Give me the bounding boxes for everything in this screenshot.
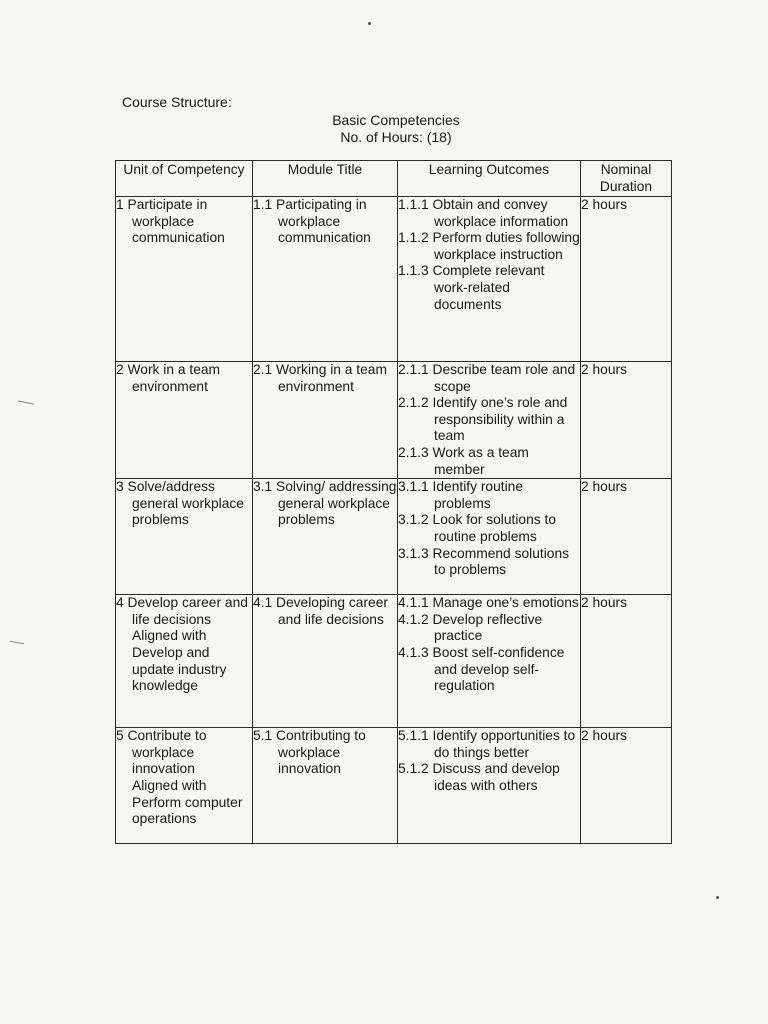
unit-cell [116,728,253,844]
module-cell [253,479,398,595]
learning-outcome: 3.1.2 Look for solutions to routine problems [398,512,556,544]
module-cell [253,595,398,728]
table-row [116,728,672,844]
duration-cell: 2 hours [581,595,672,728]
duration-cell: 2 hours [581,479,672,595]
module-title: 5.1 Contributing to workplace innovation [253,728,366,777]
module-title: 1.1 Participating in workplace communication [253,197,371,246]
learning-outcome: 4.1.3 Boost self-confidence and develop self-regulation [398,644,565,694]
scan-speck [18,400,34,404]
duration-cell: 2 hours [581,197,672,362]
header-unit-of-competency: Unit of Competency [116,161,253,197]
outcomes-cell [398,479,581,595]
duration-cell: 2 hours [581,362,672,479]
module-cell [253,197,398,362]
learning-outcome: 2.1.3 Work as a team member [398,444,529,477]
outcomes-cell [398,728,581,844]
learning-outcome: 5.1.2 Discuss and develop ideas with others [398,761,560,793]
unit-cell [116,595,253,728]
module-title: 4.1 Developing career and life decisions [253,595,388,627]
unit-title: 3 Solve/address general workplace problems [116,479,244,528]
table-row [116,479,672,595]
learning-outcome: 2.1.2 Identify one’s role and responsibility within a team [398,395,568,444]
learning-outcome: 3.1.1 Identify routine problems [398,479,524,511]
learning-outcome: 1.1.3 Complete relevant work-related documents [398,263,545,312]
unit-cell [116,197,253,362]
header-nominal-duration: Nominal Duration [581,161,672,197]
table-row [116,197,672,362]
outcomes-cell [398,197,581,362]
scan-speck [10,641,24,644]
learning-outcome: 5.1.1 Identify opportunities to do things better [398,728,576,760]
unit-cell [116,479,253,595]
header-learning-outcomes: Learning Outcomes [398,161,581,197]
course-structure-label: Course Structure: [122,94,232,110]
duration-cell: 2 hours [581,728,672,844]
unit-cell [116,362,253,479]
competency-heading: Basic Competencies [332,112,460,128]
learning-outcome: 1.1.1 Obtain and convey workplace information [398,197,569,229]
learning-outcome: 4.1.2 Develop reflective practice [398,611,543,644]
outcomes-cell [398,595,581,728]
outcomes-cell [398,362,581,479]
module-cell [253,362,398,479]
unit-alignment-note: Aligned with Perform computer operations [132,777,243,827]
learning-outcome: 1.1.2 Perform duties following workplace instruction [398,230,580,262]
unit-title: 4 Develop career and life decisions [116,595,248,627]
hours-heading: No. of Hours: (18) [340,129,452,145]
table-row [116,595,672,728]
unit-alignment-note: Aligned with Develop and update industry knowledge [132,628,227,694]
unit-title: 1 Participate in workplace communication [116,197,225,246]
module-title: 3.1 Solving/ addressing general workplace problems [253,479,397,528]
scan-speck [716,896,719,899]
module-cell [253,728,398,844]
scan-speck [368,22,371,25]
unit-title: 2 Work in a team environment [116,362,221,394]
table-header-row [116,161,672,197]
learning-outcome: 4.1.1 Manage one’s emotions [398,595,579,611]
course-structure-table [115,160,672,844]
module-title: 2.1 Working in a team environment [253,362,387,394]
learning-outcome: 2.1.1 Describe team role and scope [398,362,576,394]
table-row [116,362,672,479]
learning-outcome: 3.1.3 Recommend solutions to problems [398,545,570,578]
header-module-title: Module Title [253,161,398,197]
unit-title: 5 Contribute to workplace innovation [116,728,207,777]
